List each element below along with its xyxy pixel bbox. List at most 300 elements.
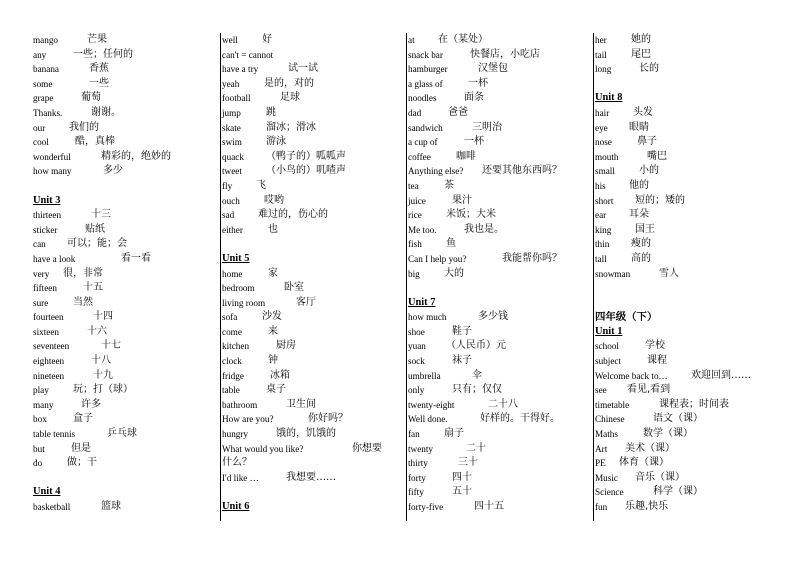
vocab-entry — [595, 106, 789, 121]
english-word: tail — [595, 49, 607, 60]
english-word: basketball — [33, 502, 71, 512]
vocab-entry — [595, 62, 789, 77]
english-word: cool — [33, 137, 49, 148]
vocab-entry — [595, 398, 789, 413]
chinese-meaning: 伞 — [472, 369, 482, 381]
chinese-meaning: 贴纸 — [85, 223, 105, 235]
blank-line — [33, 471, 213, 486]
chinese-meaning: 课程 — [647, 355, 667, 367]
english-word: mouth — [595, 151, 619, 162]
english-word: how much — [408, 312, 447, 323]
chinese-meaning: 可以；能；会 — [67, 238, 127, 250]
english-word: have a look — [33, 253, 76, 264]
unit-heading: Unit 8 — [595, 92, 623, 104]
chinese-meaning: 你想要 — [352, 442, 382, 454]
english-word: tall — [595, 253, 607, 264]
english-word: yuan — [408, 341, 426, 352]
vocab-entry — [408, 427, 582, 442]
chinese-meaning: 多少 — [103, 165, 123, 177]
english-word: Chinese — [595, 414, 625, 425]
english-word: fan — [408, 429, 420, 440]
english-word: wonderful — [33, 151, 71, 162]
chinese-meaning: 你好吗？ — [308, 413, 348, 425]
chinese-meaning: 短的；矮的 — [635, 194, 685, 206]
chinese-meaning: 十九 — [93, 369, 113, 381]
chinese-meaning: 哎哟 — [264, 194, 284, 206]
vocab-entry — [222, 48, 391, 63]
vocab-entry — [33, 398, 213, 413]
chinese-meaning: 一些；任何的 — [73, 48, 133, 60]
chinese-meaning: 二十八 — [488, 398, 518, 410]
chinese-meaning: 足球 — [280, 92, 300, 104]
vocab-entry — [222, 135, 391, 150]
vocab-entry — [408, 500, 582, 515]
vocab-entry — [595, 354, 789, 369]
vocab-entry — [33, 412, 213, 427]
chinese-meaning: 十七 — [101, 340, 121, 352]
vocab-entry — [408, 194, 582, 209]
vocab-entry — [33, 325, 213, 340]
english-word: Welcome back to… — [595, 370, 668, 381]
english-word: fish — [408, 239, 422, 250]
english-word: eighteen — [33, 356, 65, 367]
vocab-entry — [595, 369, 789, 384]
vocab-entry — [222, 354, 391, 369]
vocab-entry — [595, 237, 789, 252]
english-word: school — [595, 341, 619, 352]
english-word: coffee — [408, 151, 431, 162]
chinese-meaning: 厨房 — [276, 340, 296, 352]
vocab-continuation — [222, 456, 391, 471]
blank-line — [222, 237, 391, 252]
chinese-meaning: 茶 — [444, 179, 454, 191]
chinese-meaning: 盒子 — [73, 413, 93, 425]
english-word: fly — [222, 180, 233, 191]
english-word: Well done. — [408, 414, 448, 425]
blank-line — [595, 77, 789, 92]
chinese-meaning: 溜冰；滑冰 — [266, 121, 316, 133]
vocab-entry — [595, 339, 789, 354]
vocab-entry — [595, 179, 789, 194]
vocab-entry — [595, 456, 789, 471]
vocab-entry — [408, 369, 582, 384]
english-word: sofa — [222, 312, 238, 323]
unit-heading: Unit 1 — [595, 325, 623, 337]
english-word: forty-five — [408, 502, 444, 512]
chinese-meaning: 看见,看到 — [627, 384, 671, 396]
english-word: ear — [595, 210, 607, 221]
vocab-entry — [33, 339, 213, 354]
english-word: nose — [595, 137, 612, 148]
english-word: long — [595, 64, 612, 75]
english-word: football — [222, 93, 251, 104]
chinese-meaning: 我们的 — [69, 121, 99, 133]
english-word: our — [33, 122, 46, 133]
english-word: a cup of — [408, 137, 438, 148]
chinese-meaning: 三明治 — [472, 121, 502, 133]
chinese-meaning: 篮球 — [101, 501, 121, 512]
chinese-meaning: 三十 — [458, 457, 478, 469]
vocab-entry — [33, 281, 213, 296]
english-word: very — [33, 268, 50, 279]
chinese-meaning: 学校 — [645, 340, 665, 352]
english-word: bedroom — [222, 283, 255, 294]
english-word: her — [595, 35, 607, 45]
english-word: a glass of — [408, 78, 443, 89]
chinese-meaning: 飞 — [256, 179, 266, 191]
vocab-entry — [33, 48, 213, 63]
chinese-meaning: 但是 — [71, 442, 91, 454]
chinese-meaning: 十五 — [83, 282, 103, 294]
unit-heading: Unit 4 — [33, 486, 61, 498]
chinese-meaning: 美术（课） — [625, 442, 675, 454]
english-word: Thanks. — [33, 107, 63, 118]
vocab-entry — [408, 164, 582, 179]
vocab-entry — [408, 325, 582, 340]
vocab-entry — [408, 485, 582, 500]
chinese-meaning: 当然 — [73, 296, 93, 308]
english-word: king — [595, 224, 612, 235]
chinese-meaning: 音乐（课） — [635, 471, 685, 483]
vocab-entry — [33, 237, 213, 252]
vocab-entry — [33, 500, 213, 515]
vocab-entry — [33, 267, 213, 282]
english-word: grape — [33, 93, 54, 104]
vocab-entry — [33, 106, 213, 121]
english-word: forty — [408, 472, 426, 483]
chinese-meaning: 课程表；时间表 — [659, 398, 729, 410]
vocab-entry — [33, 164, 213, 179]
vocab-entry — [595, 471, 789, 486]
vocab-entry — [33, 456, 213, 471]
chinese-meaning: 只有；仅仅 — [452, 384, 502, 396]
chinese-meaning: 还要其他东西吗？ — [482, 165, 562, 177]
vocab-entry — [222, 369, 391, 384]
vocab-entry — [408, 237, 582, 252]
chinese-meaning: 鱼 — [446, 238, 456, 250]
vocab-entry — [33, 252, 213, 267]
english-word: umbrella — [408, 370, 441, 381]
chinese-meaning: 游泳 — [266, 136, 286, 148]
english-word: sad — [222, 210, 235, 221]
vocab-entry — [408, 354, 582, 369]
english-word: thirty — [408, 458, 428, 469]
vocab-entry — [222, 121, 391, 136]
vocab-entry — [595, 150, 789, 165]
vocab-entry — [33, 223, 213, 238]
english-word: play — [33, 385, 49, 396]
vocab-entry — [408, 456, 582, 471]
english-word: quack — [222, 151, 244, 162]
chinese-meaning: 尾巴 — [631, 48, 651, 60]
vocab-entry — [222, 310, 391, 325]
chinese-meaning: 十四 — [93, 311, 113, 323]
vocab-entry — [33, 442, 213, 457]
vocab-entry — [595, 500, 789, 515]
chinese-meaning: 眼睛 — [629, 121, 649, 133]
english-word: see — [595, 385, 607, 396]
chinese-meaning: 语文（课） — [653, 413, 703, 425]
chinese-meaning: 芒果 — [87, 34, 107, 45]
vocab-entry — [33, 135, 213, 150]
english-word: big — [408, 268, 420, 279]
english-word: only — [408, 385, 425, 396]
english-word: dad — [408, 107, 422, 118]
vocab-entry — [222, 77, 391, 92]
chinese-meaning: 客厅 — [296, 296, 316, 308]
chinese-meaning: 在（某处） — [438, 34, 488, 45]
chinese-meaning: 多少钱 — [478, 311, 508, 323]
chinese-meaning: 头发 — [633, 106, 653, 118]
chinese-meaning: 鼻子 — [637, 136, 657, 148]
english-word: come — [222, 326, 242, 337]
chinese-meaning: 他的 — [629, 179, 649, 191]
vocab-entry — [408, 91, 582, 106]
english-word: living room — [222, 297, 266, 308]
chinese-meaning: 嘴巴 — [647, 150, 667, 162]
english-word: ouch — [222, 195, 240, 206]
chinese-meaning: 乒乓球 — [107, 428, 137, 440]
chinese-meaning: 谢谢。 — [91, 106, 121, 118]
vocab-entry — [408, 62, 582, 77]
english-word: his — [595, 180, 606, 191]
english-word: What would you like? — [222, 443, 304, 454]
english-word: Can I help you? — [408, 253, 467, 264]
english-word: small — [595, 166, 615, 177]
vocab-entry — [222, 442, 391, 457]
chinese-meaning: 卫生间 — [286, 398, 316, 410]
chinese-meaning: 我也是。 — [464, 223, 504, 235]
english-word: eye — [595, 122, 608, 133]
chinese-meaning: 十六 — [87, 325, 107, 337]
chinese-meaning: 跳 — [266, 106, 276, 118]
vocab-entry — [222, 223, 391, 238]
vocab-entry — [33, 150, 213, 165]
grade-heading: 四年级（下） — [595, 311, 658, 324]
vocab-entry — [222, 267, 391, 282]
english-word: sticker — [33, 224, 58, 235]
vocab-entry — [222, 194, 391, 209]
chinese-meaning: 小的 — [639, 165, 659, 177]
english-word: box — [33, 414, 47, 425]
chinese-meaning: （鸭子的）呱呱声 — [266, 150, 346, 162]
vocab-entry — [222, 164, 391, 179]
chinese-meaning: 一杯 — [464, 136, 484, 148]
english-word: Me too. — [408, 224, 437, 235]
vocab-entry — [595, 267, 789, 282]
vocab-entry — [222, 33, 391, 48]
english-word: nineteen — [33, 370, 65, 381]
english-word: juice — [408, 195, 426, 206]
english-word: table tennis — [33, 429, 76, 440]
vocab-entry — [408, 106, 582, 121]
english-word: I'd like … — [222, 472, 259, 483]
english-word: bathroom — [222, 399, 258, 410]
chinese-meaning: 葡萄 — [81, 92, 101, 104]
vocab-entry — [408, 179, 582, 194]
chinese-meaning: 好样的。干得好。 — [480, 413, 560, 425]
chinese-meaning: 精彩的，绝妙的 — [101, 150, 171, 162]
english-word: jump — [222, 107, 241, 118]
english-word: sixteen — [33, 326, 60, 337]
vocab-entry — [222, 150, 391, 165]
column-1 — [33, 33, 213, 521]
english-word: tea — [408, 180, 419, 191]
vocab-entry — [222, 281, 391, 296]
column-2 — [220, 33, 390, 521]
english-word: Maths — [595, 429, 618, 440]
english-word: subject — [595, 356, 622, 367]
vocab-entry — [33, 33, 213, 48]
english-word: hair — [595, 107, 610, 118]
unit-heading: Unit 7 — [408, 296, 436, 308]
vocab-entry — [222, 427, 391, 442]
english-word: timetable — [595, 399, 630, 410]
english-word: table — [222, 385, 240, 396]
english-word: thirteen — [33, 210, 62, 221]
english-word: short — [595, 195, 614, 206]
chinese-meaning: 长的 — [639, 63, 659, 75]
vocab-entry — [408, 339, 582, 354]
chinese-meaning: 咖啡 — [456, 150, 476, 162]
chinese-meaning: 体育（课） — [619, 457, 669, 469]
english-word: have a try — [222, 64, 259, 75]
unit-heading: Unit 6 — [222, 501, 250, 512]
english-word: banana — [33, 64, 60, 75]
chinese-meaning: 扇子 — [444, 428, 464, 440]
english-word: seventeen — [33, 341, 70, 352]
chinese-meaning: 桌子 — [266, 384, 286, 396]
blank-line — [595, 281, 789, 296]
vocab-entry — [222, 62, 391, 77]
english-word: noodles — [408, 93, 437, 104]
chinese-meaning: 做；干 — [67, 457, 97, 469]
vocab-entry — [408, 48, 582, 63]
english-word: snowman — [595, 268, 631, 279]
chinese-meaning: 许多 — [81, 398, 101, 410]
vocab-entry — [33, 208, 213, 223]
vocab-entry — [595, 252, 789, 267]
vocab-entry — [408, 412, 582, 427]
english-word: fourteen — [33, 312, 64, 323]
vocab-entry — [408, 471, 582, 486]
vocab-entry — [408, 33, 582, 48]
chinese-meaning: 她的 — [631, 34, 651, 45]
chinese-meaning: 面条 — [464, 92, 484, 104]
unit-heading: Unit 5 — [222, 252, 250, 264]
chinese-meaning: 看一看 — [121, 252, 151, 264]
vocab-entry — [33, 383, 213, 398]
english-word: tweet — [222, 166, 242, 177]
english-word: shoe — [408, 326, 425, 337]
chinese-meaning: 二十 — [466, 442, 486, 454]
chinese-meaning: 汉堡包 — [478, 63, 508, 75]
chinese-meaning: 香蕉 — [89, 63, 109, 75]
chinese-meaning: 钟 — [268, 355, 278, 367]
chinese-meaning: 爸爸 — [448, 106, 468, 118]
english-word: can — [33, 239, 46, 250]
english-word: can't = cannot — [222, 49, 274, 60]
vocab-entry — [595, 442, 789, 457]
vocab-entry — [222, 471, 391, 486]
vocab-entry — [595, 164, 789, 179]
english-word: PE — [595, 458, 606, 469]
chinese-meaning: 一杯 — [468, 77, 488, 89]
chinese-meaning: 什么？ — [222, 457, 252, 469]
chinese-meaning: 很，非常 — [63, 267, 103, 279]
english-word: twenty-eight — [408, 399, 455, 410]
chinese-meaning: 我想要…… — [286, 471, 336, 483]
english-word: hamburger — [408, 64, 448, 75]
english-word: well — [222, 35, 238, 45]
vocab-entry — [33, 91, 213, 106]
english-word: clock — [222, 356, 242, 367]
vocab-entry — [408, 442, 582, 457]
chinese-meaning: 我能帮你吗？ — [502, 252, 562, 264]
english-word: many — [33, 399, 54, 410]
vocab-entry — [408, 267, 582, 282]
english-word: sure — [33, 297, 49, 308]
vocab-entry — [408, 121, 582, 136]
chinese-meaning: 鞋子 — [452, 325, 472, 337]
chinese-meaning: 快餐店，小吃店 — [470, 48, 540, 60]
chinese-meaning: 试一试 — [288, 63, 318, 75]
unit-heading: Unit 3 — [33, 194, 61, 206]
vocab-entry — [595, 383, 789, 398]
english-word: Anything else? — [408, 166, 464, 177]
vocab-entry — [595, 208, 789, 223]
english-word: snack bar — [408, 49, 443, 60]
vocab-entry — [595, 33, 789, 48]
vocab-entry — [33, 296, 213, 311]
english-word: mango — [33, 35, 59, 45]
english-word: thin — [595, 239, 610, 250]
chinese-meaning: 米饭；大米 — [446, 209, 496, 221]
chinese-meaning: （小鸟的）叽喳声 — [266, 165, 346, 177]
english-word: how many — [33, 166, 72, 177]
english-word: fifty — [408, 487, 424, 498]
chinese-meaning: 家 — [268, 267, 278, 279]
english-word: at — [408, 35, 415, 45]
chinese-meaning: 国王 — [635, 223, 655, 235]
chinese-meaning: 大的 — [444, 267, 464, 279]
chinese-meaning: 乐趣,快乐 — [625, 501, 669, 512]
vocab-entry — [595, 48, 789, 63]
english-word: sock — [408, 356, 425, 367]
vocab-entry — [408, 208, 582, 223]
vocab-entry — [33, 354, 213, 369]
chinese-meaning: 也 — [268, 223, 278, 235]
chinese-meaning: 果汁 — [452, 194, 472, 206]
chinese-meaning: 沙发 — [262, 311, 282, 323]
chinese-meaning: 好 — [262, 34, 272, 45]
chinese-meaning: 耳朵 — [629, 209, 649, 221]
english-word: swim — [222, 137, 242, 148]
chinese-meaning: 难过的，伤心的 — [258, 209, 328, 221]
english-word: Music — [595, 472, 618, 483]
english-word: fun — [595, 502, 608, 512]
vocab-entry — [595, 194, 789, 209]
blank-line — [408, 281, 582, 296]
vocab-entry — [595, 485, 789, 500]
vocab-entry — [408, 223, 582, 238]
vocab-entry — [33, 310, 213, 325]
english-word: How are you? — [222, 414, 274, 425]
vocab-entry — [595, 412, 789, 427]
vocab-entry — [408, 77, 582, 92]
vocab-entry — [222, 325, 391, 340]
chinese-meaning: 是的，对的 — [264, 77, 314, 89]
